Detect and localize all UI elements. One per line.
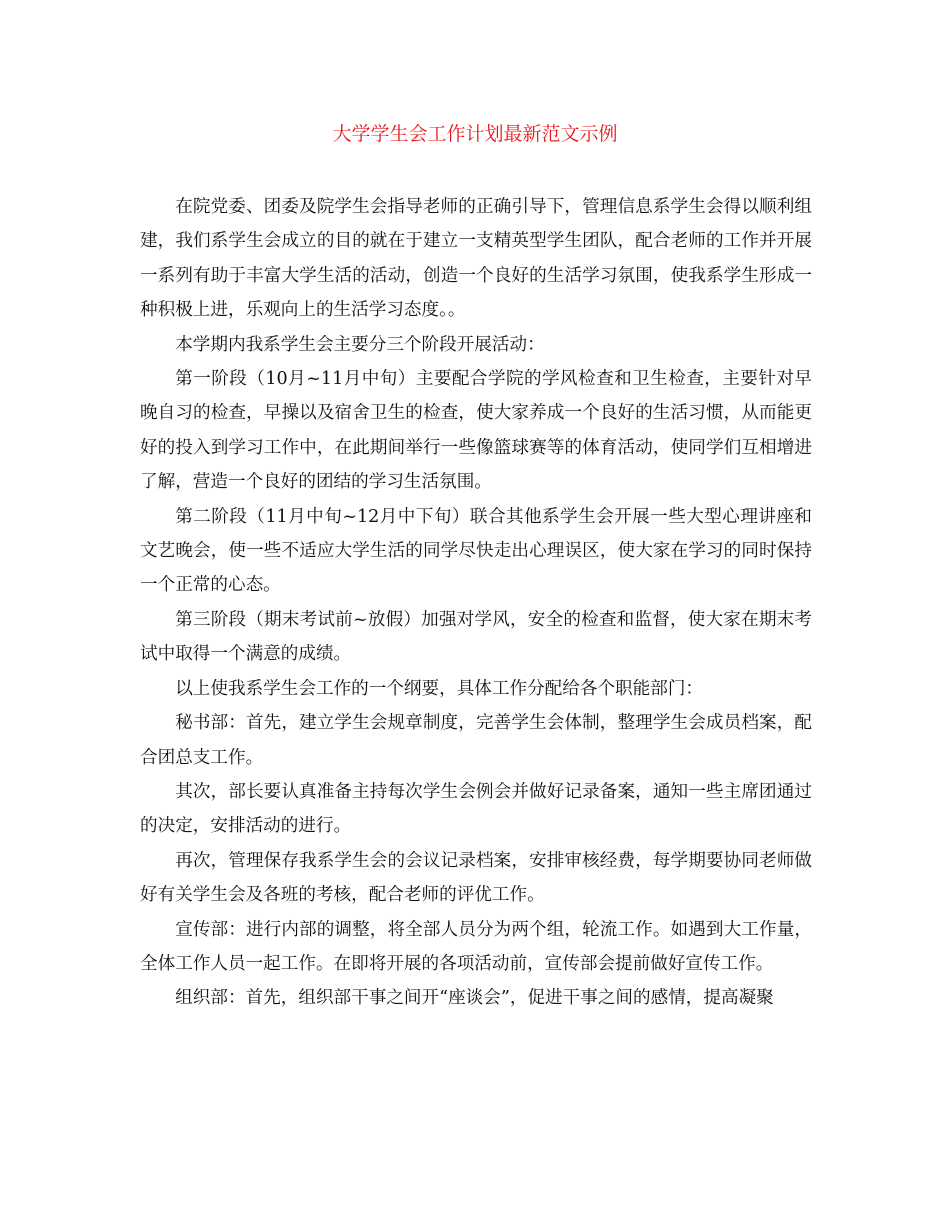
document-title: 大学学生会工作计划最新范文示例 xyxy=(332,123,618,145)
paragraph-stage-one: 第一阶段（10月~11月中旬）主要配合学院的学风检查和卫生检查，主要针对早晚自习的检查，早操以及宿舍卫生的检查，使大家养成一个良好的生活习惯，从而能更好的投入到学习工作中，在此期间举行一些像篮球赛等的体育活动，使同学们互相增进了解，营造一个良好的团结的学习生活氛围。 xyxy=(140,369,812,493)
document-body xyxy=(140,190,812,1016)
paragraph-stage-two: 第二阶段（11月中旬~12月中下旬）联合其他系学生会开展一些大型心理讲座和文艺晚会，使一些不适应大学生活的同学尽快走出心理误区，使大家在学习的同时保持一个正常的心态。 xyxy=(140,506,812,596)
paragraph-secretariat: 秘书部：首先，建立学生会规章制度，完善学生会体制，整理学生会成员档案，配合团总支工作。 xyxy=(140,713,812,768)
paragraph-intro: 在院党委、团委及院学生会指导老师的正确引导下，管理信息系学生会得以顺利组建，我们系学生会成立的目的就在于建立一支精英型学生团队，配合老师的工作并开展一系列有助于丰富大学生活的活动，创造一个良好的生活学习氛围，使我系学生形成一种积极上进，乐观向上的生活学习态度。。 xyxy=(140,197,812,321)
paragraph-stage-three: 第三阶段（期末考试前~放假）加强对学风，安全的检查和监督，使大家在期末考试中取得一个满意的成绩。 xyxy=(140,609,812,665)
paragraph-secretariat-third: 再次，管理保存我系学生会的会议记录档案，安排审核经费，每学期要协同老师做好有关学生会及各班的考核，配合老师的评优工作。 xyxy=(140,850,812,906)
paragraph-secretariat-second: 其次，部长要认真准备主持每次学生会例会并做好记录备案，通知一些主席团通过的决定，安排活动的进行。 xyxy=(140,781,812,837)
paragraph-organization: 组织部：首先，组织部干事之间开“座谈会”，促进干事之间的感情，提高凝聚 xyxy=(175,988,774,1009)
paragraph-stages-overview: 本学期内我系学生会主要分三个阶段开展活动： xyxy=(175,334,545,355)
paragraph-outline: 以上使我系学生会工作的一个纲要，具体工作分配给各个职能部门： xyxy=(175,678,704,699)
paragraph-publicity: 宣传部：进行内部的调整，将全部人员分为两个组，轮流工作。如遇到大工作量，全体工作人员一起工作。在即将开展的各项活动前，宣传部会提前做好宣传工作。 xyxy=(140,919,812,974)
